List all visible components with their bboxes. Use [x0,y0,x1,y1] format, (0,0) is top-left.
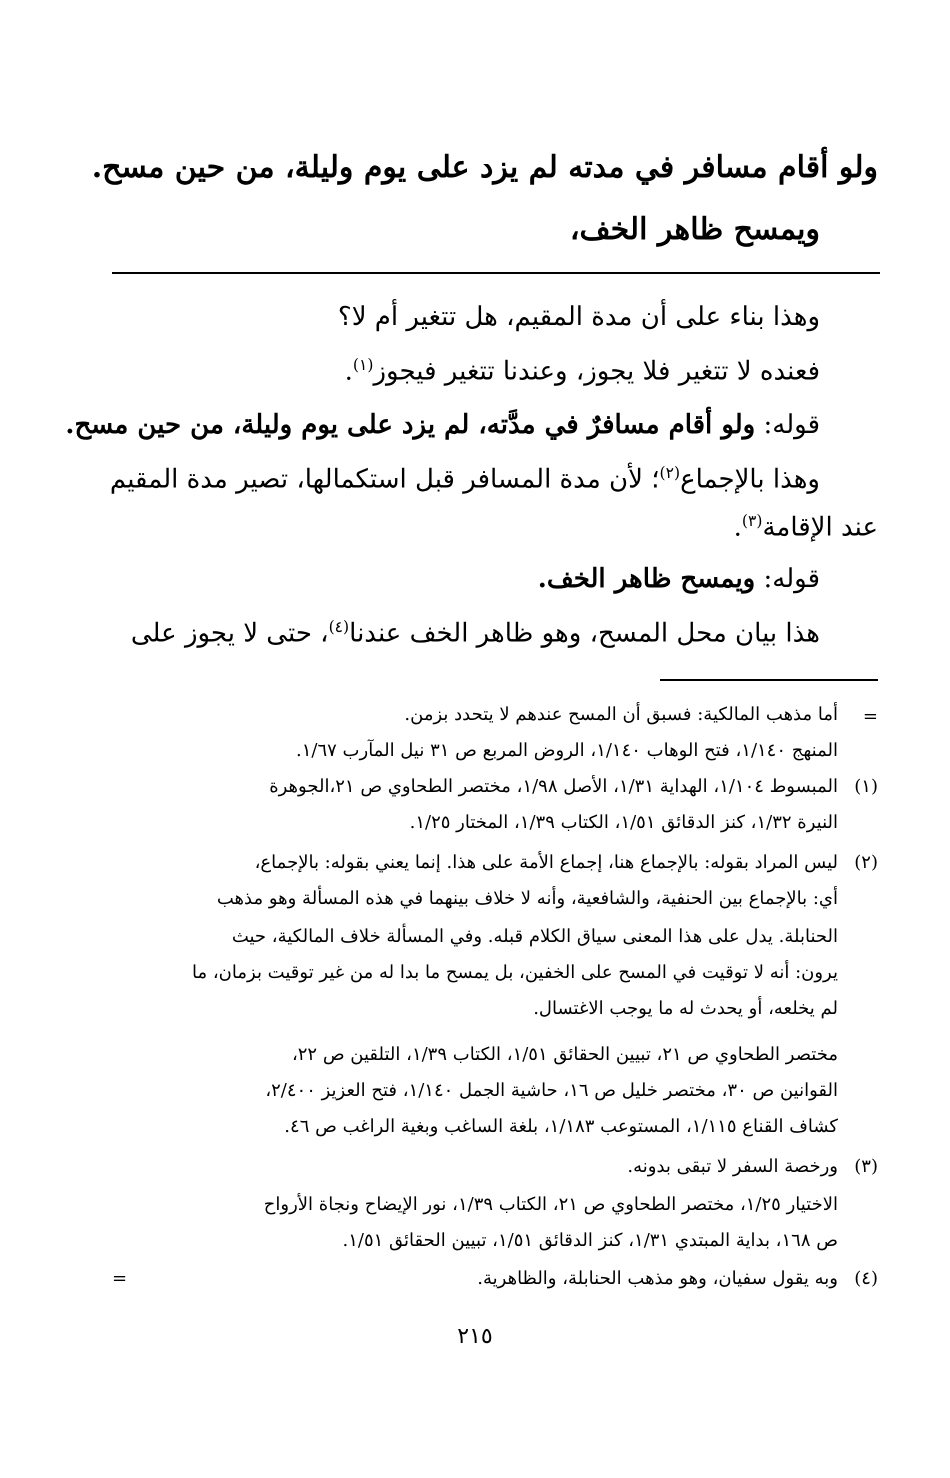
footnote-2-line-3: الحنابلة. يدل على هذا المعنى سياق الكلام قبله. وفي المسألة خلاف المالكية، حيث [231,926,838,947]
continuation-marker-end: = [112,1268,128,1289]
quote-label: قوله: [755,410,820,440]
footnote-ref-2: (٢) [659,464,681,482]
footnote-1-number: (١) [854,776,878,797]
commentary-paragraph-1: وهذا بناء على أن مدة المقيم، هل تتغير أم لا؟ [337,302,820,332]
commentary-quote-1 [65,410,820,440]
matn-divider [112,272,880,274]
footnote-2-line-2: أي: بالإجماع بين الحنفية، والشافعية، وأنه لا خلاف بينهما في هذه المسألة وهو مذهب [216,888,838,909]
matn-line-2: ويمسح ظاهر الخف، [569,212,820,247]
footnote-ref-1: (١) [352,356,374,374]
commentary-text: فعنده لا تتغير فلا يجوز، وعندنا تتغير فيجوز [373,356,820,387]
commentary-quote-2 [538,564,820,594]
footnote-2-number: (٢) [854,852,878,873]
continuation-marker: = [862,706,878,727]
footnote-2-line-7: القوانين ص ٣٠، مختصر خليل ص ١٦، حاشية الجمل ١/١٤٠، فتح العزيز ٢/٤٠٠، [265,1080,838,1101]
commentary-paragraph-4-cont [734,512,878,543]
footnote-3-line-2: الاختيار ١/٢٥، مختصر الطحاوي ص ٢١، الكتاب ١/٣٩، نور الإيضاح ونجاة الأرواح [263,1194,838,1215]
footnote-2-line-5: لم يخلعه، أو يحدث له ما يوجب الاغتسال. [533,998,838,1019]
commentary-text: هذا بيان محل المسح، وهو ظاهر الخف عندنا [349,618,820,649]
footnote-divider [660,679,878,681]
commentary-text: وهذا بالإجماع [680,464,820,495]
footnote-3-line-1: ورخصة السفر لا تبقى بدونه. [627,1156,838,1177]
period: . [733,512,742,543]
page-number: ٢١٥ [457,1324,493,1349]
footnote-continuation-line-1: أما مذهب المالكية: فسبق أن المسح عندهم لا يتحدد بزمن. [404,704,838,725]
quote-text: ولو أقام مسافرٌ في مدَّته، لم يزد على يوم وليلة، من حين مسح. [65,410,756,440]
footnote-3-line-3: ص ١٦٨، بداية المبتدي ١/٣١، كنز الدقائق ١/٥١، تبيين الحقائق ١/٥١. [342,1230,838,1251]
footnote-continuation-line-2: المنهج ١/١٤٠، فتح الوهاب ١/١٤٠، الروض المربع ص ٣١ نيل المآرب ١/٦٧. [296,740,838,761]
footnote-1-line-2: النيرة ١/٣٢، كنز الدقائق ١/٥١، الكتاب ١/٣٩، المختار ١/٢٥. [409,812,838,833]
footnote-2-line-4: يرون: أنه لا توقيت في المسح على الخفين، بل يمسح ما بدا له من غير توقيت بزمان، ما [192,962,838,983]
footnote-1-line-1: المبسوط ١/١٠٤، الهداية ١/٣١، الأصل ١/٩٨، مختصر الطحاوي ص ٢١،الجوهرة [269,776,838,797]
matn-line-1: ولو أقام مسافر في مدته لم يزد على يوم وليلة، من حين مسح. [91,150,878,185]
footnote-4-number: (٤) [854,1268,878,1289]
footnote-2-line-1: ليس المراد بقوله: بالإجماع هنا، إجماع الأمة على هذا. إنما يعني بقوله: بالإجماع، [254,852,838,873]
footnote-ref-3: (٣) [741,512,763,530]
quote-label: قوله: [755,564,820,594]
quote-text: ويمسح ظاهر الخف. [537,564,756,594]
period: . [344,356,353,387]
commentary-paragraph-6 [131,618,820,649]
footnote-3-number: (٣) [854,1156,878,1177]
footnote-2-line-8: كشاف القناع ١/١١٥، المستوعب ١/١٨٣، بلغة الساغب وبغية الراغب ص ٤٦. [284,1116,838,1137]
commentary-text: عند الإقامة [762,512,878,543]
footnote-2-line-6: مختصر الطحاوي ص ٢١، تبيين الحقائق ١/٥١، الكتاب ١/٣٩، التلقين ص ٢٢، [291,1044,838,1065]
footnote-4-line-1: وبه يقول سفيان، وهو مذهب الحنابلة، والظاهرية. [477,1268,838,1289]
footnote-ref-4: (٤) [328,618,350,636]
commentary-text: ؛ لأن مدة المسافر قبل استكمالها، تصير مدة المقيم [109,464,660,495]
commentary-text: ، حتى لا يجوز على [130,618,329,649]
commentary-paragraph-4 [110,464,820,495]
commentary-paragraph-2 [345,356,820,387]
